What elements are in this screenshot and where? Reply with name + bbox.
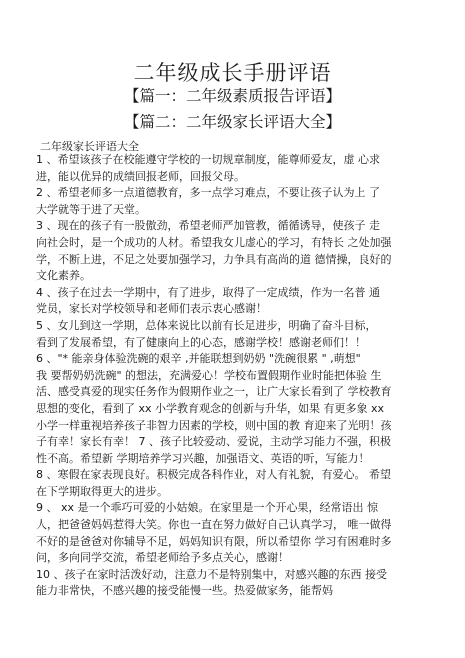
text-line: 3 、现在的孩子有一股傲劲，希望老师严加管教，循循诱导，使孩子 走	[36, 219, 380, 233]
text-line: 我 要帮奶奶洗碗" 的想法，充满爱心！学校布置假期作业时能把体验 生	[36, 368, 382, 382]
text-line: 大学就等于进了天堂。	[36, 202, 146, 216]
text-line: 1 、希望该孩子在校能遵守学校的一切规章制度，能尊师爱友，虚 心求	[36, 153, 380, 166]
text-line: 人，把爸爸妈妈惹得大笑。你也一直在努力做好自己认真学习， 唯一做得	[36, 518, 392, 532]
intro-heading: 二年级家长评语大全	[40, 140, 139, 153]
text-line: 文化素养。	[36, 269, 91, 283]
comment-body	[36, 152, 434, 600]
text-line: 6 、"* 能亲身体验洗碗的艰辛 ,并能联想到奶奶 "洗碗很累 " ,萌想"	[36, 352, 361, 366]
text-line: 4 、孩子在过去一学期中，有了进步，取得了一定成绩，作为一名普 通	[36, 285, 380, 299]
text-line: 在下学期取得更大的进步。	[36, 484, 168, 498]
page-title: 二年级成长手册评语	[133, 61, 332, 85]
text-line: 10 、孩子在家时活泼好动，注意力不是特别集中，对感兴趣的东西 接受	[36, 567, 387, 581]
text-line: 党员，家长对学校领导和老师们表示衷心感谢！	[36, 302, 267, 316]
text-line: 向社会时，是一个成功的人材。希望我女儿虚心的学习，有特长 之处加强	[36, 235, 392, 249]
text-line: 2 、希望老师多一点道德教育，多一点学习难点，不要让孩子认为上 了	[36, 186, 380, 200]
text-line: 5 、女儿到这一学期，总体来说比以前有长足进步，明确了奋斗目标，	[36, 318, 377, 332]
text-line: 学，不断上进，不足之处要加强学习，力争具有高尚的道 德情操，良好的	[36, 252, 392, 266]
text-line: 9 、 xx 是一个乖巧可爱的小姑娘。在家里是一个开心果，经常语出 惊	[36, 501, 379, 515]
text-line: 问，多向同学交流，希望老师给予多点关心，感谢！	[36, 551, 289, 565]
text-line: 性不高。希望新 学期培养学习兴趣，加强语文、英语的听，写能力！	[36, 451, 370, 465]
text-line: 小学一样重视培养孩子非智力因素的学校，则中国的教 育迎来了光明！孩	[36, 418, 392, 432]
text-line: 能力非常快，不感兴趣的接受能慢一些。热爱做家务，能帮妈	[36, 584, 333, 598]
text-line: 思想的变化，看到了 xx 小学教育观念的创新与升华，如果 有更多象 xx	[36, 401, 385, 415]
text-line: 不好的是爸爸对你辅导不足，妈妈知识有限，所以希望你 学习有困难时多	[36, 534, 392, 548]
text-line: 子有幸！家长有幸！ 7 、孩子比较爱动、爱说，主动学习能力不强，积极	[36, 435, 391, 449]
section-heading-1: 【篇一：二年级素质报告评语】	[123, 87, 341, 105]
text-line: 活、感受真爱的现实任务作为假期作业之一，让广大家长看到了 学校教育	[36, 385, 392, 399]
section-heading-2: 【篇二：二年级家长评语大全】	[123, 113, 341, 131]
text-line: 进，能以优异的成绩回报老师，回报父母。	[36, 169, 245, 183]
text-line: 8 、寒假在家表现良好。积极完成各科作业，对人有礼貌，有爱心。 希望	[36, 468, 391, 482]
text-line: 看到了发展希望，有了健康向上的心态，感谢学校！感谢老师们！！	[36, 335, 366, 349]
